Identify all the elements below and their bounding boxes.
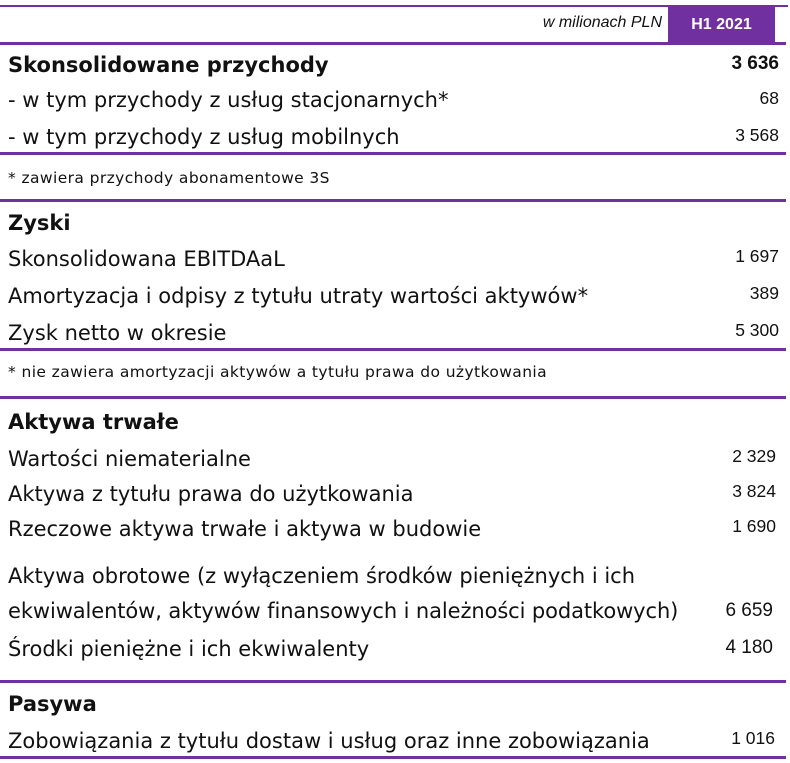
divider [0, 199, 786, 202]
row-value: 3 824 [732, 481, 776, 501]
footnote: * nie zawiera amortyzacji aktywów a tytułu prawa do użytkowania [8, 363, 548, 381]
row-value: 1 690 [732, 516, 776, 536]
period-badge: H1 2021 [668, 7, 775, 43]
row-value: 5 300 [735, 320, 779, 340]
footnote: * zawiera przychody abonamentowe 3S [8, 169, 330, 187]
divider [0, 152, 786, 155]
divider [0, 756, 786, 759]
row-value: 2 329 [732, 446, 776, 466]
divider [0, 348, 786, 351]
row-label: Zobowiązania z tytułu dostaw i usług oraz inne zobowiązania [8, 729, 650, 753]
row-label: Aktywa obrotowe (z wyłączeniem środków pieniężnych i ich [8, 564, 636, 588]
revenue-total-value: 3 636 [731, 53, 779, 74]
row-value: 1 697 [735, 246, 779, 266]
row-label: Zysk netto w okresie [8, 321, 227, 345]
row-label: Skonsolidowana EBITDAaL [8, 247, 285, 271]
unit-label: w milionach PLN [542, 14, 662, 31]
section-title-profits: Zyski [8, 211, 71, 235]
row-value: 3 568 [735, 125, 779, 145]
section-title-revenue: Skonsolidowane przychody [8, 53, 329, 77]
section-title-fixed-assets: Aktywa trwałe [8, 410, 179, 434]
row-label: Środki pieniężne i ich ekwiwalenty [8, 637, 370, 661]
row-value: 4 180 [725, 637, 773, 658]
divider [0, 396, 786, 399]
row-label: Amortyzacja i odpisy z tytułu utraty wartości aktywów* [8, 284, 589, 308]
row-label: Rzeczowe aktywa trwałe i aktywa w budowie [8, 517, 482, 541]
divider [0, 680, 786, 683]
row-label: - w tym przychody z usług mobilnych [8, 125, 400, 149]
row-label: - w tym przychody z usług stacjonarnych* [8, 88, 449, 112]
section-title-liabilities: Pasywa [8, 692, 97, 716]
row-label: Aktywa z tytułu prawa do użytkowania [8, 482, 414, 506]
row-label: Wartości niematerialne [8, 447, 251, 471]
row-value: 1 016 [731, 728, 775, 748]
row-value: 6 659 [725, 600, 773, 621]
row-value: 389 [749, 283, 779, 303]
row-label: ekwiwalentów, aktywów finansowych i należności podatkowych) [8, 599, 679, 623]
row-value: 68 [759, 88, 779, 108]
divider [0, 42, 786, 45]
